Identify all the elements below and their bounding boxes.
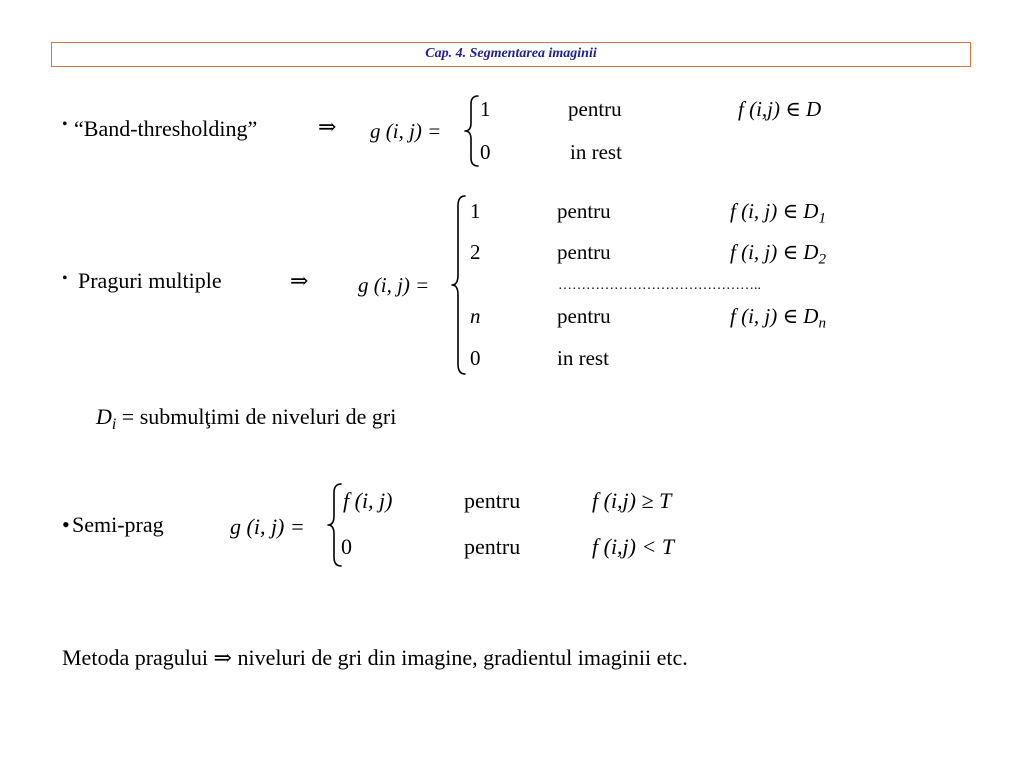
ellipsis-dots: …………………………………….. xyxy=(558,278,761,293)
left-brace xyxy=(449,194,469,376)
band-row-1-cond: f (i,j) ∈ D xyxy=(738,97,822,121)
page-title: Cap. 4. Segmentarea imaginii xyxy=(425,46,597,61)
semi-row-1-cond: f (i,j) ≥ T xyxy=(592,488,672,513)
definition-symbol: $D_i$ xyxy=(96,404,117,433)
band-lhs: g (i, j) = xyxy=(370,119,442,143)
implies-symbol: ⇒ xyxy=(318,114,337,139)
semi-label: Semi-prag xyxy=(72,512,164,537)
method-line xyxy=(62,645,688,671)
multi-label: Praguri multiple xyxy=(78,268,222,293)
semi-row-2-cond: f (i,j) < T xyxy=(592,534,675,559)
semi-row-2-value: 0 xyxy=(341,534,352,559)
multi-row-1-word: pentru xyxy=(557,199,611,223)
band-row-2-value: 0 xyxy=(480,140,491,164)
semi-row-1-value: f (i, j) xyxy=(343,488,393,513)
multi-row-2-value: 2 xyxy=(470,240,481,264)
band-label: “Band-thresholding” xyxy=(74,116,258,141)
multi-row-3-cond: f (i, j) ∈ $D_n$ xyxy=(730,304,827,332)
bullet: • xyxy=(62,270,68,287)
semi-row-1-word: pentru xyxy=(464,488,521,513)
definition-line xyxy=(96,404,397,433)
header-box xyxy=(51,42,971,67)
multi-row-3-word: pentru xyxy=(557,304,611,328)
implies-symbol: ⇒ xyxy=(290,268,309,293)
semi-lhs: g (i, j) = xyxy=(230,514,305,539)
band-row-1-word: pentru xyxy=(568,97,622,121)
multi-lhs: g (i, j) = xyxy=(358,273,430,297)
left-brace xyxy=(462,94,482,168)
multi-row-4-word: in rest xyxy=(557,346,609,370)
method-text-before: Metoda pragului xyxy=(62,645,209,670)
band-row-1-value: 1 xyxy=(480,97,491,121)
implies-symbol: ⇒ xyxy=(213,645,232,670)
bullet: • xyxy=(62,512,70,537)
multi-row-2-word: pentru xyxy=(557,240,611,264)
band-row-2-word: in rest xyxy=(570,140,622,164)
multi-row-2-cond: f (i, j) ∈ $D_2$ xyxy=(730,240,827,268)
multi-row-4-value: 0 xyxy=(470,346,481,370)
definition-text: = submulţimi de niveluri de gri xyxy=(121,404,397,429)
semi-row-2-word: pentru xyxy=(464,534,521,559)
multi-row-1-value: 1 xyxy=(470,199,481,223)
multi-row-1-cond: f (i, j) ∈ $D_1$ xyxy=(730,199,827,227)
method-text-after: niveluri de gri din imagine, gradientul imaginii etc. xyxy=(237,645,688,670)
multi-row-3-value: n xyxy=(470,304,481,328)
bullet: • xyxy=(62,116,68,133)
